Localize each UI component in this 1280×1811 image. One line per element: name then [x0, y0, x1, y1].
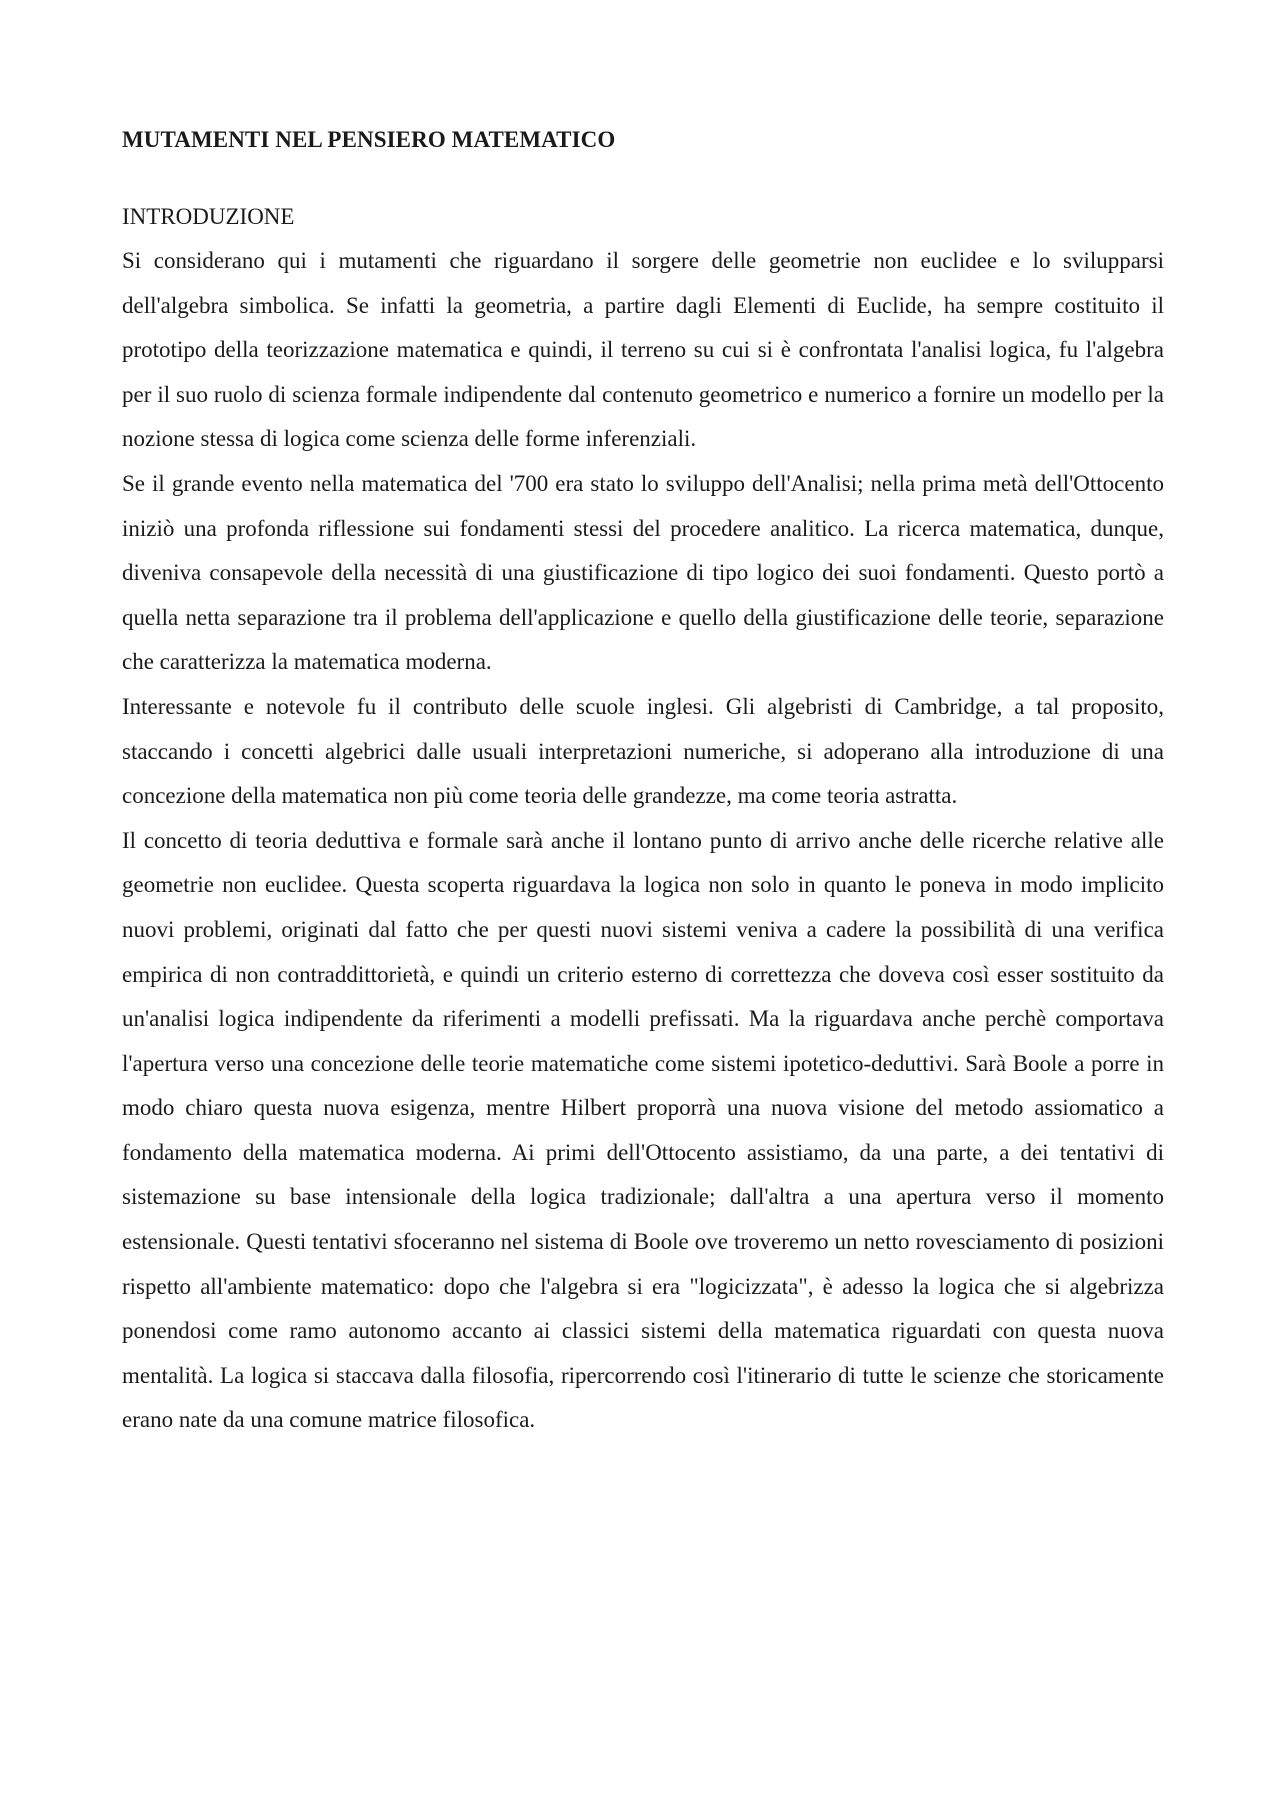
paragraph-1: Si considerano qui i mutamenti che riguardano il sorgere delle geometrie non euclidee e lo svilupparsi dell'algebra simbolica. Se infatti la geometria, a partire dagli Elementi di Euclide, ha sempre costituito il prototipo della teorizzazione matematica e quindi, il terreno su cui si è confrontata l'analisi logica, fu l'algebra per il suo ruolo di scienza formale indipendente dal contenuto geometrico e numerico a fornire un modello per la nozione stessa di logica come scienza delle forme inferenziali.	[122, 248, 1164, 452]
paragraph-2: Se il grande evento nella matematica del '700 era stato lo sviluppo dell'Analisi; nella prima metà dell'Ottocento iniziò una profonda riflessione sui fondamenti stessi del procedere analitico. La ricerca matematica, dunque, diveniva consapevole della necessità di una giustificazione di tipo logico dei suoi fondamenti. Questo portò a quella netta separazione tra il problema dell'applicazione e quello della giustificazione delle teorie, separazione che caratterizza la matematica moderna.	[122, 470, 1164, 675]
paragraph-4: Il concetto di teoria deduttiva e formale sarà anche il lontano punto di arrivo anche delle ricerche relative alle geometrie non euclidee. Questa scoperta riguardava la logica non solo in quanto le poneva in modo implicito nuovi problemi, originati dal fatto che per questi nuovi sistemi veniva a cadere la possibilità di una verifica empirica di non contraddittorietà, e quindi un criterio esterno di correttezza che doveva così esser sostituito da un'analisi logica indipendente da riferimenti a modelli prefissati. Ma la riguardava anche perchè comportava l'apertura verso una concezione delle teorie matematiche come sistemi ipotetico-deduttivi. Sarà Boole a porre in modo chiaro questa nuova esigenza, mentre Hilbert proporrà una nuova visione del metodo assiomatico a fondamento della matematica moderna. Ai primi dell'Ottocento assistiamo, da una parte, a dei tentativi di sistemazione su base intensionale della logica tradizionale; dall'altra a una apertura verso il momento estensionale. Questi tentativi sfoceranno nel sistema di Boole ove troveremo un netto rovesciamento di posizioni rispetto all'ambiente matematico: dopo che l'algebra si era "logicizzata", è adesso la logica che si algebrizza ponendosi come ramo autonomo accanto ai classici sistemi della matematica riguardati con questa nuova mentalità. La logica si staccava dalla filosofia, ripercorrendo così l'itinerario di tutte le scienze che storicamente erano nate da una comune matrice filosofica.	[122, 827, 1164, 1433]
document-body	[122, 118, 1164, 1443]
document-title: MUTAMENTI NEL PENSIERO MATEMATICO	[122, 127, 616, 152]
section-heading: INTRODUZIONE	[122, 204, 295, 229]
paragraph-3: Interessante e notevole fu il contributo delle scuole inglesi. Gli algebristi di Cambridge, a tal proposito, staccando i concetti algebrici dalle usuali interpretazioni numeriche, si adoperano alla introduzione di una concezione della matematica non più come teoria delle grandezze, ma come teoria astratta.	[122, 693, 1164, 809]
